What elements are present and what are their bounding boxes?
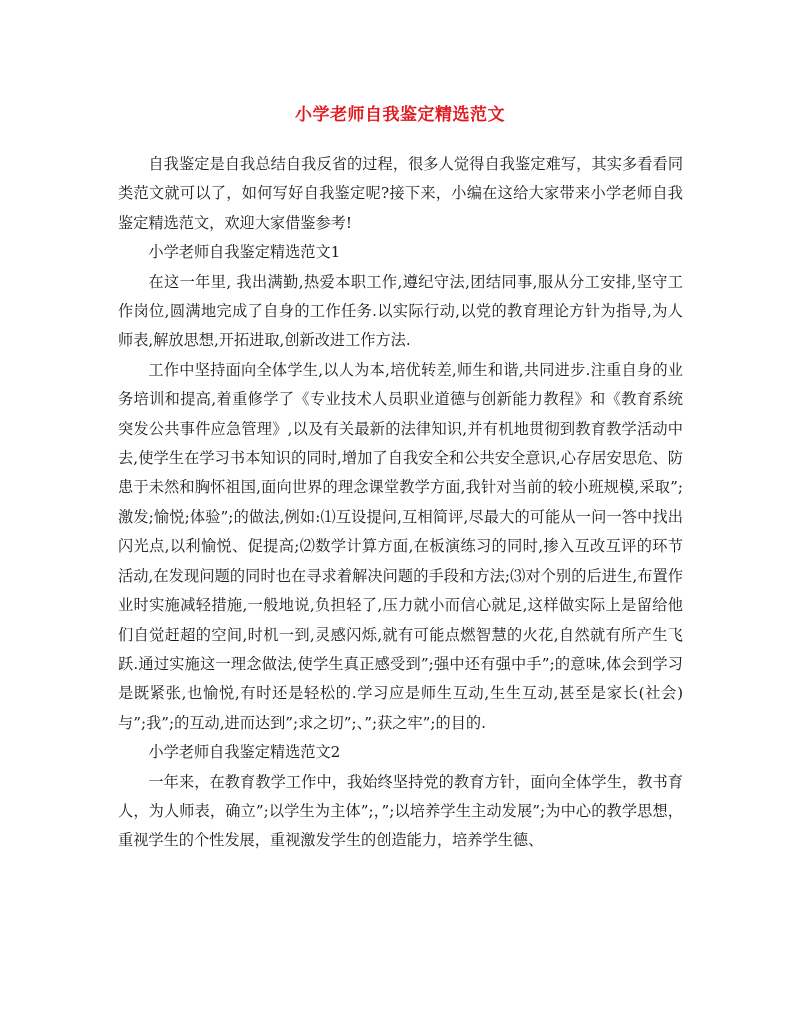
- section-heading-1: 小学老师自我鉴定精选范文1: [148, 243, 341, 262]
- section-2-paragraph-1: 一年来，在教育教学工作中，我始终坚持党的教育方针，面向全体学生，教书育人，为人师表，确立”;以学生为主体”;，”;以培养学生主动发展”;为中心的教学思想，重视学生的个性发展，重视激发学生的创造能力，培养学生德、: [118, 772, 683, 850]
- document-title: 小学老师自我鉴定精选范文: [295, 105, 505, 125]
- document-body: [118, 150, 683, 856]
- section-heading-2: 小学老师自我鉴定精选范文2: [148, 743, 341, 762]
- section-1-paragraph-1: 在这一年里, 我出满勤,热爱本职工作,遵纪守法,团结同事,服从分工安排,坚守工作岗位,圆满地完成了自身的工作任务.以实际行动,以党的教育理论方针为指导,为人师表,解放思想,开拓进取,创新改进工作方法.: [118, 272, 683, 350]
- section-1-paragraph-2: 工作中坚持面向全体学生,以人为本,培优转差,师生和谐,共同进步.注重自身的业务培训和提高,着重修学了《专业技术人员职业道德与创新能力教程》和《教育系统突发公共事件应急管理》,以及有关最新的法律知识,并有机地贯彻到教育教学活动中去,使学生在学习书本知识的同时,增加了自我安全和公共安全意识,心存居安思危、防患于未然和胸怀祖国,面向世界的理念课堂教学方面,我针对当前的较小班规模,采取”;激发;愉悦;体验”;的做法,例如:⑴互设提问,互相简评,尽最大的可能从一问一答中找出闪光点,以利愉悦、促提高;⑵数学计算方面,在板演练习的同时,掺入互改互评的环节活动,在发现问题的同时也在寻求着解决问题的手段和方法;⑶对个别的后进生,布置作业时实施减轻措施,一般地说,负担轻了,压力就小而信心就足,这样做实际上是留给他们自觉赶超的空间,时机一到,灵感闪烁,就有可能点燃智慧的火花,自然就有所产生飞跃.通过实施这一理念做法,使学生真正感受到”;强中还有强中手”;的意味,体会到学习是既紧张,也愉悦,有时还是轻松的.学习应是师生互动,生生互动,甚至是家长(社会)与”;我”;的互动,进而达到”;求之切”;、”;获之牢”;的目的.: [118, 360, 683, 732]
- intro-paragraph: 自我鉴定是自我总结自我反省的过程，很多人觉得自我鉴定难写，其实多看看同类范文就可以了，如何写好自我鉴定呢?接下来，小编在这给大家带来小学老师自我鉴定精选范文，欢迎大家借鉴参考!: [118, 155, 683, 232]
